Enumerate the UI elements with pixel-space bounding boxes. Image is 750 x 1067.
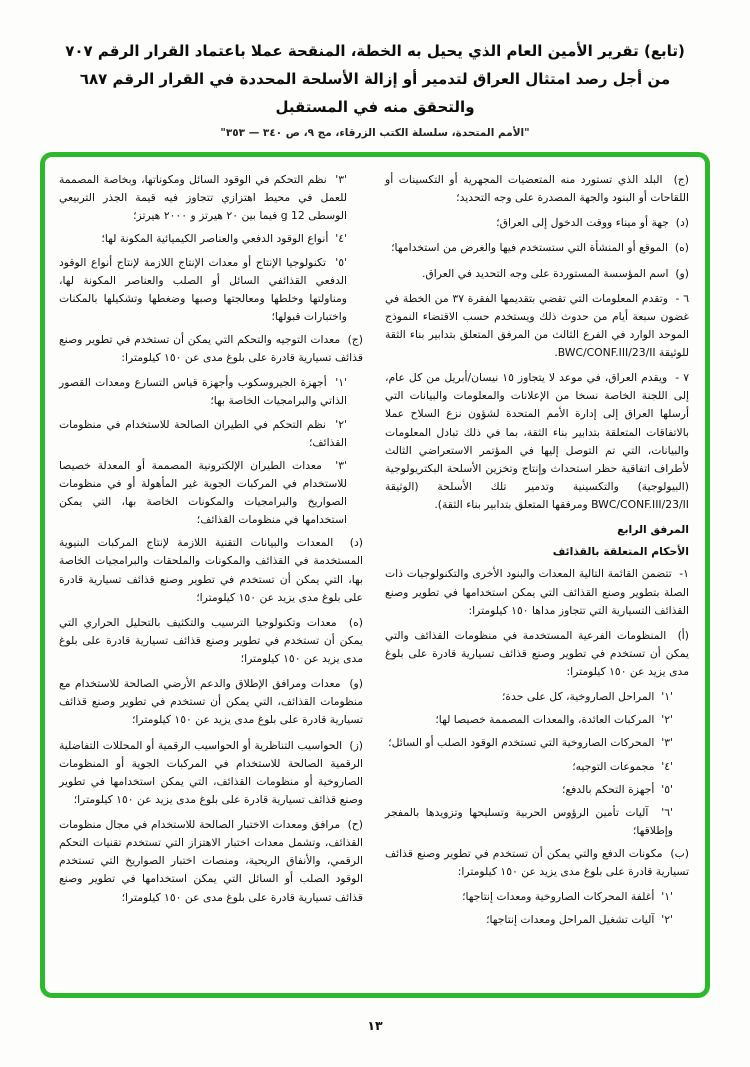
paragraph-label: '٤': [654, 759, 673, 773]
paragraph-label: '٤': [328, 232, 347, 246]
list-item: '٣' نظم التحكم في الوقود السائل ومكوناتها، وبخاصة المصممة للعمل في محيط اهتزازي تتجاوز فيه قيمة الجذر التربيعي الوسطى 12 g فيما بين ٢٠ هيرتز و ٢٠٠٠ هيرتز؛: [59, 173, 347, 223]
list-item: '٤' أنواع الوقود الدفعي والعناصر الكيميائية المكونة لها؛: [101, 232, 347, 246]
paragraph-label: (ج): [662, 173, 689, 186]
paragraph-label: (ز): [342, 738, 363, 752]
paragraph-label: '٣': [654, 736, 673, 750]
paragraph: (د) جهة أو ميناء ووقت الدخول إلى العراق؛: [496, 216, 689, 230]
paragraph: (و) معدات ومرافق الإطلاق والدعم الأرضي الصالحة للاستخدام مع منظومات القذائف، التي يمكن أن تستخدم في تطوير وصنع قذائف تسيارية قادرة على بلوغ مدى يزيد عن ١٥٠ كيلومترا؛: [59, 677, 363, 727]
paragraph: (ح) مرافق ومعدات الاختبار الصالحة للاستخدام في مجال منظومات القذائف، وتشمل معدات اختبار الاهتزاز التي تستخدم تقنيات التحكم الرقمي، والأنفاق الريحية، ومنصات اختبار الصواريخ التي تستخدم الوقود الصلب أو السائل التي يمكن استخدامها في تطوير وصنع قذائف تسيارية قادرة على بلوغ مدى عن ١٥٠ كيلومترا؛: [59, 818, 363, 904]
section-heading: المرفق الرابع: [617, 523, 689, 537]
document-header: [0, 0, 750, 139]
paragraph: ١- تتضمن القائمة التالية المعدات والبنود الأخرى والتكنولوجيات ذات الصلة بتطوير وصنع القذائف التي يمكن استخدامها في تطوير وصنع القذائف التسيارية التي تتجاوز مداها ١٥٠ كيلومترا:: [385, 567, 689, 617]
paragraph: (ب) مكونات الدفع والتي يمكن أن تستخدم في تطوير وصنع قذائف تسيارية قادرة على بلوغ مدى يزيد عن ١٥٠ كيلومترا:: [385, 847, 690, 879]
paragraph: (د) المعدات والبيانات التقنية اللازمة لإنتاج المركبات البنيوية المستخدمة في القذائف والمكونات والملحقات والبرامجيات الخاصة بها، التي يمكن أن تستخدم في تطوير وصنع قذائف تسيارية قادرة على بلوغ مدى يزيد عن ١٥٠ كيلومترا؛: [59, 536, 363, 604]
paragraph-label: (و): [668, 266, 689, 280]
paragraph: ٦ - وتقدم المعلومات التي تقضي بتقديمها الفقرة ٣٧ من الخطة في غضون سبعة أيام من حدوث ذلك ويستخدم حسب الاقتضاء النموذج الموحد الوارد في الفرع الثالث من المرفق المتعلق بتدابير بناء الثقة للوثيقة BWC/CONF.III/23/II.: [385, 291, 689, 359]
paragraph-label: '٥': [654, 782, 673, 796]
paragraph: (ج) البلد الذي تستورد منه المتعضيات المجهرية أو التكسينات أو اللقاحات أو البنود والجهة المصدرة على وجه التحديد؛: [385, 173, 689, 205]
list-item: '٣' المحركات الصاروخية التي تستخدم الوقود الصلب أو السائل؛: [388, 736, 673, 750]
paragraph-label: (ج): [340, 333, 363, 346]
paragraph-label: (ح): [340, 818, 363, 831]
paragraph: (ه) معدات وتكنولوجيا الترسيب والتكثيف بالتحليل الحراري التي يمكن أن تستخدم في تطوير وصنع قذائف تسيارية قادرة على بلوغ مدى يزيد عن ١٥٠ كيلومترا؛: [59, 615, 363, 665]
paragraph-label: '١': [654, 690, 673, 704]
list-item: '١' أجهزة الجيروسكوب وأجهزة قياس التسارع ومعدات القصور الذاتي والبرامجيات الخاصة بها؛: [59, 376, 347, 408]
paragraph-label: (أ): [666, 628, 689, 642]
paragraph: (ه) الموقع أو المنشأة التي ستستخدم فيها والغرض من استخدامها؛: [391, 241, 689, 255]
paragraph-label: ٧ -: [667, 371, 690, 385]
paragraph-label: (د): [668, 216, 689, 230]
paragraph-label: '٢': [654, 713, 673, 727]
paragraph-label: '٣': [326, 173, 347, 186]
paragraph-label: ١-: [671, 567, 689, 581]
paragraph-label: '١': [654, 890, 673, 904]
paragraph-label: (و): [340, 677, 363, 691]
paragraph-label: '٣': [321, 458, 347, 472]
paragraph-label: '٢': [325, 417, 347, 431]
paragraph-label: (د): [333, 536, 363, 550]
paragraph-label: '٢': [654, 913, 673, 927]
list-item: '٥' تكنولوجيا الإنتاج أو معدات الإنتاج اللازمة لإنتاج أنواع الوقود الدفعي القذائفي السائل أو الصلب والعناصر المكونة لها، ومناولتها وخلطها ومعالجتها وصبها وضغطها وتشكيلها بالمكنات واختبارات قبولها؛: [59, 255, 347, 323]
paragraph: (و) اسم المؤسسة المستوردة على وجه التحديد في العراق.: [422, 266, 689, 280]
source-citation: "الأمم المتحدة، سلسلة الكتب الزرقاء، مج ٩، ص ٣٤٠ — ٣٥٣": [220, 127, 530, 140]
two-column-layout: [59, 171, 689, 983]
list-item: '٦' آليات تأمين الرؤوس الحربية وتسليحها وتزويدها بالمفجر وإطلاقها؛: [385, 805, 674, 837]
paragraph-label: (ب): [662, 847, 690, 860]
paragraph: (أ) المنظومات الفرعية المستخدمة في منظومات القذائف والتي يمكن أن تستخدم في تطوير وصنع قذائف تسيارية قادرة على بلوغ مدى يزيد عن ١٥٠ كيلومترا:: [385, 628, 689, 678]
section-heading: الأحكام المتعلقة بالقذائف: [552, 545, 689, 559]
paragraph: (ز) الحواسيب التناظرية أو الحواسيب الرقمية أو المحللات التفاضلية الرقمية الصالحة للاستخدام في المركبات الجوية أو المنظومات الصاروخية أو منظومات القذائف، التي يمكن استخدامها في تطوير وصنع قذائف تسيارية قادرة على بلوغ مدى يزيد عن ١٥٠ كيلومترا؛: [59, 738, 363, 806]
column-right: [385, 171, 689, 983]
paragraph-label: '٥': [325, 255, 347, 269]
paragraph-label: '٦': [648, 805, 674, 819]
list-item: '٥' أجهزة التحكم بالدفع؛: [561, 782, 673, 796]
paragraph: (ج) معدات التوجيه والتحكم التي يمكن أن تستخدم في تطوير وصنع قذائف تسيارية قادرة على بلوغ مدى عن ١٥٠ كيلومترا:: [59, 333, 363, 365]
header-line-3: والتحقق منه في المستقبل: [275, 97, 475, 116]
list-item: '٢' آليات تشغيل المراحل ومعدات إنتاجها؛: [486, 913, 673, 927]
content-frame: [40, 152, 710, 998]
list-item: '٤' مجموعات التوجيه؛: [572, 759, 673, 773]
paragraph: ٧ - ويقدم العراق، في موعد لا يتجاوز ١٥ نيسان/أبريل من كل عام، إلى اللجنة الخاصة نسخا من الإعلانات والمعلومات والبيانات التي أرسلها العراق إلى إدارة الأمم المتحدة لشؤون نزع السلاح عملا بالاتفاقات المتعلقة بتدابير بناء الثقة، بما في ذلك تبادل المعلومات والبيانات، التي تم التوصل إليها في المؤتمر الاستعراضي الثالث لأطراف اتفاقية حظر استحداث وإنتاج وتخزين الأسلحة البكتريولوجية (البيولوجية) والتكسينية وتدمير تلك الأسلحة (الوثيقة BWC/CONF.III/23/II ومرفقها المتعلق بتدابير بناء الثقة).: [385, 371, 690, 511]
list-item: '١' أغلفة المحركات الصاروخية ومعدات إنتاجها؛: [462, 890, 673, 904]
list-item: '٢' المركبات العائدة، والمعدات المصممة خصيصا لها؛: [435, 713, 673, 727]
paragraph-label: (ه): [668, 241, 689, 255]
header-line-2: من أجل رصد امتثال العراق لتدمير أو إزالة الأسلحة المحددة في القرار الرقم ٦٨٧: [79, 69, 671, 88]
page-number: ١٣: [367, 1018, 383, 1033]
column-left: [59, 171, 363, 983]
list-item: '٣' معدات الطيران الإلكترونية المصممة أو المعدلة خصيصا للاستخدام في المركبات الجوية غير المأهولة أو في منظومات الصواريخ والبرامجيات والمكونات الخاصة بها، التي يمكن استخدامها في منظومات القذائف؛: [59, 458, 347, 527]
paragraph-label: (ه): [336, 615, 363, 629]
list-item: '٢' نظم التحكم في الطيران الصالحة للاستخدام في منظومات القذائف؛: [59, 417, 347, 449]
paragraph-label: '١': [326, 376, 347, 390]
paragraph-label: ٦ -: [667, 291, 689, 305]
list-item: '١' المراحل الصاروخية، كل على حدة؛: [501, 690, 673, 704]
header-line-1: (تابع) تقرير الأمين العام الذي يحيل به الخطة، المنقحة عملا باعتماد القرار الرقم ٧٠٧: [65, 42, 685, 60]
